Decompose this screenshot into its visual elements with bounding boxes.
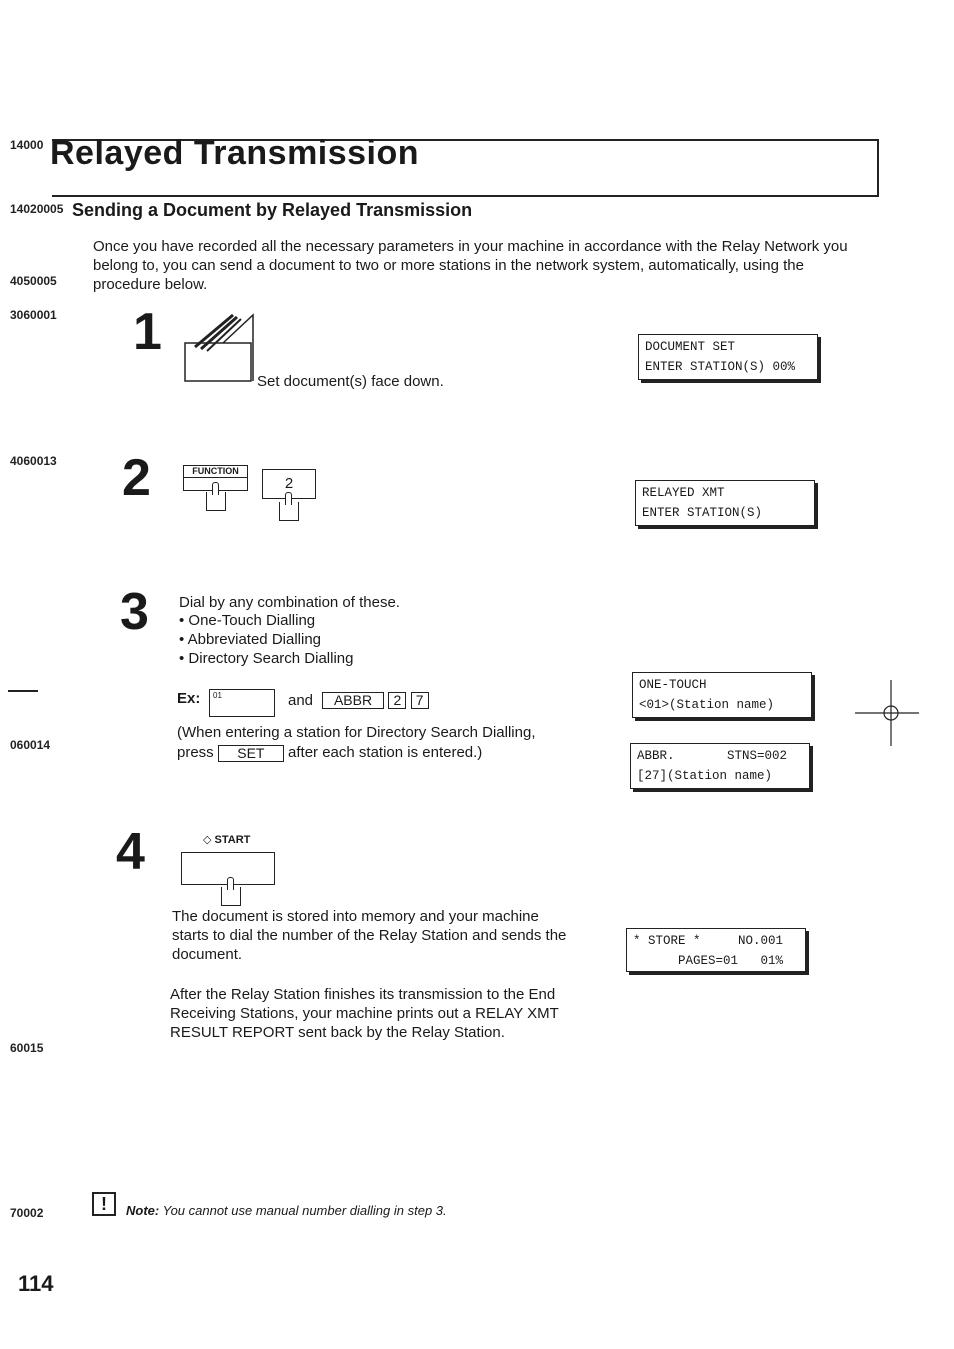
- lcd-line: [27](Station name): [637, 769, 773, 783]
- lcd-display: [630, 743, 810, 789]
- list-item-label: Abbreviated Dialling: [187, 631, 322, 648]
- lcd-line: * STORE * NO.001: [633, 934, 784, 948]
- lcd-display: [638, 334, 818, 380]
- lcd-line: RELAYED XMT: [642, 486, 725, 500]
- page-title: Relayed Transmission: [50, 134, 420, 172]
- intro-paragraph: Once you have recorded all the necessary parameters in your machine in accordance with the Relay Network you belong to, you can send a document to two or more stations in the network system, automatically, using the procedure below.: [93, 238, 848, 293]
- list-item: • One-Touch Dialling: [179, 612, 316, 629]
- number-key-2[interactable]: 2: [262, 469, 316, 499]
- press-hand-icon: [221, 887, 241, 906]
- margin-code: 60015: [10, 1041, 44, 1055]
- margin-code: 70002: [10, 1206, 44, 1220]
- lcd-display: [635, 480, 815, 526]
- document-feed-icon: [183, 313, 255, 383]
- one-touch-key[interactable]: 01: [209, 689, 275, 717]
- lcd-line: ENTER STATION(S) 00%: [645, 360, 796, 374]
- bullet-list: [179, 611, 353, 668]
- lcd-line: ENTER STATION(S): [642, 506, 763, 520]
- margin-code: 3060001: [10, 308, 57, 322]
- note-label: Note:: [126, 1203, 160, 1218]
- digit-key[interactable]: 2: [388, 692, 406, 709]
- note-icon: !: [92, 1192, 116, 1216]
- registration-mark-icon: [855, 680, 919, 746]
- start-icon: ◇: [203, 834, 212, 846]
- lcd-line: ABBR. STNS=002: [637, 749, 788, 763]
- press-text: press: [177, 744, 214, 761]
- margin-dash: [8, 690, 38, 692]
- and-text: and: [288, 692, 314, 709]
- note-text: You cannot use manual number dialling in step 3.: [162, 1203, 447, 1218]
- list-item-label: Directory Search Dialling: [188, 650, 354, 667]
- lcd-line: DOCUMENT SET: [645, 340, 736, 354]
- step-number: 2: [122, 449, 151, 507]
- margin-code: 4050005: [10, 274, 57, 288]
- margin-code: 14020005: [10, 202, 64, 216]
- abbr-key[interactable]: ABBR: [322, 692, 384, 709]
- step-number: 3: [120, 583, 149, 641]
- step4-text: The document is stored into memory and your machine starts to dial the number of the Relay Station and sends the document.: [172, 908, 567, 963]
- directory-note: (When entering a station for Directory Search Dialling,: [177, 724, 536, 741]
- lcd-line: ONE-TOUCH: [639, 678, 707, 692]
- note: [126, 1203, 447, 1218]
- digit-key[interactable]: 7: [411, 692, 429, 709]
- step3-text: Dial by any combination of these.: [179, 594, 400, 611]
- start-label: START: [214, 834, 251, 846]
- list-item: • Abbreviated Dialling: [179, 631, 322, 648]
- section-subtitle: Sending a Document by Relayed Transmission: [72, 200, 473, 220]
- step-number: 4: [116, 823, 145, 881]
- step-number: 1: [133, 303, 162, 361]
- example-label: Ex:: [177, 690, 201, 707]
- press-hand-icon: [206, 492, 226, 511]
- lcd-line: PAGES=01 01%: [633, 954, 784, 968]
- press-hand-icon: [279, 502, 299, 521]
- after-text: after each station is entered.): [288, 744, 483, 761]
- abbr-sequence: [322, 692, 429, 710]
- margin-code: 4060013: [10, 454, 57, 468]
- step4-text: After the Relay Station finishes its transmission to the End Receiving Stations, your machine prints out a RELAY XMT RESULT REPORT sent back by the Relay Station.: [170, 986, 559, 1041]
- lcd-display: [632, 672, 812, 718]
- lcd-line: <01>(Station name): [639, 698, 775, 712]
- start-key-label: [203, 833, 250, 846]
- function-key-label: FUNCTION: [184, 466, 247, 478]
- lcd-display: [626, 928, 806, 972]
- margin-code: 14000: [10, 138, 44, 152]
- list-item: • Directory Search Dialling: [179, 650, 354, 667]
- set-key[interactable]: SET: [218, 745, 284, 762]
- margin-code: 060014: [10, 738, 51, 752]
- step1-text: Set document(s) face down.: [257, 373, 444, 390]
- list-item-label: One-Touch Dialling: [188, 612, 316, 629]
- press-set-line: [177, 743, 482, 762]
- page-number: 114: [18, 1271, 54, 1296]
